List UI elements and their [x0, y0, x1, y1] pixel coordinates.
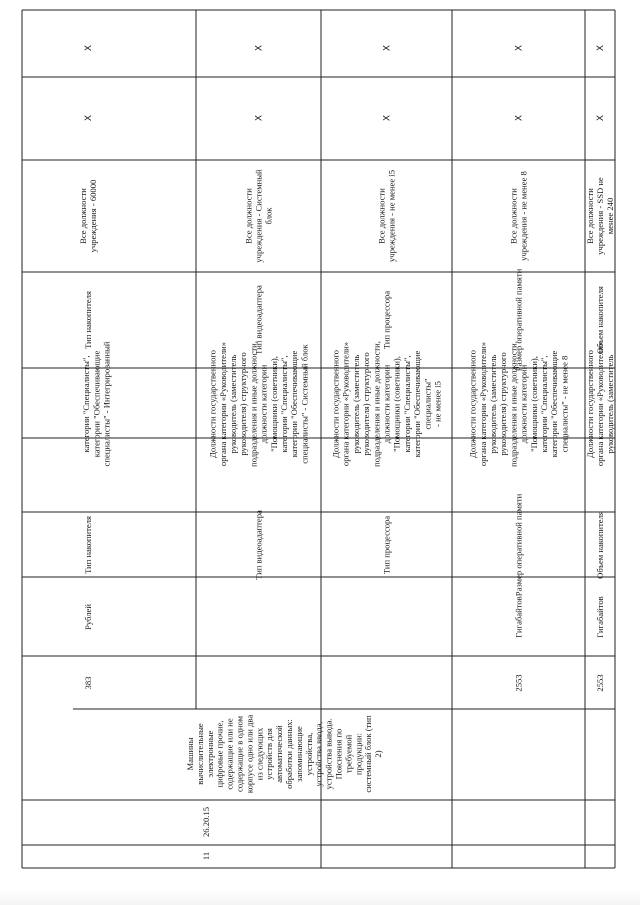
characteristic-cell-line: Тип процессора [381, 515, 392, 575]
characteristic-repeat-cell-line: Тип накопителя [83, 291, 93, 349]
x-mark-cell [596, 115, 606, 121]
characteristic-repeat-cell [83, 291, 93, 349]
product-name-cell-line: системный блок (тип [363, 715, 374, 793]
position-category-cell [331, 341, 443, 467]
position-category-cell-line: органа категории «Руководители» [595, 341, 605, 467]
x-mark-last-cell-line: X [254, 44, 265, 52]
table-cell-texts [78, 45, 615, 860]
position-category-cell-line: категории "Специалисты", [401, 355, 412, 453]
value-cell [376, 170, 396, 262]
value-cell [508, 171, 528, 261]
position-category-cell-line: специалисты" - не менее 8 [559, 355, 570, 453]
okei-code-cell [514, 674, 524, 691]
x-mark-cell-line: X [382, 114, 393, 122]
characteristic-cell [83, 516, 93, 574]
scan-bottom-edge [0, 890, 640, 905]
x-mark-last-cell-line: X [596, 44, 606, 52]
unit-cell [83, 604, 93, 630]
value-cell-line: Все должности [243, 188, 254, 244]
characteristic-cell-line: Размер оперативной памяти [513, 493, 524, 597]
position-category-cell-line: категории "Обеспечивающие [289, 350, 300, 458]
product-name-cell-line: обработки данных: [283, 719, 294, 789]
characteristic-repeat-cell-line: Тип видеоадаптера [253, 285, 264, 355]
position-category-cell-line: Должности государственного [584, 350, 595, 458]
position-category-cell [208, 341, 310, 467]
x-mark-cell-line: X [84, 114, 94, 122]
x-mark-cell-line: X [254, 114, 265, 122]
characteristic-repeat-cell [382, 291, 392, 349]
characteristic-cell [514, 493, 524, 596]
position-category-cell-line: специалисты" - Интегрированный [101, 341, 112, 467]
value-cell [78, 180, 98, 253]
position-category-cell-line: категории "Специалисты", [81, 355, 92, 453]
product-name-cell-line: автоматической [274, 725, 285, 783]
position-category-cell-line: категории "Обеспечивающие [549, 350, 560, 458]
position-category-cell-line: руководителя) структурного [498, 352, 509, 456]
product-name-cell-line: электронные [204, 730, 215, 778]
x-mark-cell [383, 115, 393, 121]
position-category-cell-line: категории "Обеспечивающие [91, 350, 102, 458]
product-name-cell-line: устройств для [264, 728, 275, 780]
position-category-cell-line: руководитель (заместитель [605, 354, 616, 454]
value-cell-line: учреждения - не менее i5 [386, 169, 397, 263]
position-category-cell-line: "Помощники (советники), [391, 356, 402, 452]
okei-code-cell [595, 674, 605, 691]
product-name-cell-line: устройства ввода, [313, 721, 324, 787]
position-category-cell-line: подразделения и иные должности, [508, 341, 519, 467]
value-cell-line: учреждения - Системный [253, 169, 264, 263]
product-name-cell [185, 715, 383, 794]
product-name-cell-line: Пояснения по [333, 728, 344, 780]
position-category-cell-line: должности категории [518, 364, 529, 444]
product-name-cell-line: продукции: [353, 733, 364, 775]
position-category-cell-line: органа категории «Руководители» [477, 341, 488, 467]
product-name-cell-line: содержащие или не [224, 718, 235, 790]
position-category-cell-line: "Помощники (советники), [268, 356, 279, 452]
position-category-cell-line: органа категории «Руководители» [340, 341, 351, 467]
value-cell [585, 177, 615, 255]
x-mark-cell [255, 115, 265, 121]
characteristic-cell-line: Тип видеоадаптера [253, 510, 264, 580]
characteristic-repeat-cell [514, 268, 524, 371]
x-mark-last-cell [515, 45, 525, 51]
x-mark-last-cell-line: X [84, 44, 94, 52]
position-category-cell-line: Должности государственного [207, 350, 218, 458]
x-mark-cell [515, 115, 525, 121]
product-name-cell-line: Машины [184, 737, 195, 771]
value-cell-line: Все должности [508, 188, 519, 244]
product-name-cell-line: 2) [373, 750, 384, 758]
value-cell-line: Все должности [584, 188, 595, 244]
position-category-cell-line: категории "Специалисты", [279, 355, 289, 453]
x-mark-last-cell-line: X [514, 44, 525, 52]
value-cell [243, 169, 273, 263]
okei-code-cell [83, 677, 93, 690]
okei-code-cell-line: 383 [83, 676, 93, 690]
characteristic-repeat-cell [254, 285, 264, 355]
position-category-cell-line: руководителя) структурного [361, 352, 372, 456]
value-cell-line: учреждения - 60000 [88, 179, 99, 253]
x-mark-last-cell [383, 45, 393, 51]
position-category-cell-line: руководитель (заместитель [228, 354, 238, 454]
position-category-cell-line: руководитель (заместитель [488, 354, 498, 454]
position-category-cell-line: подразделения и иные должности, [371, 341, 382, 467]
position-category-cell-line: подразделения и иные должности, [248, 341, 259, 467]
product-name-cell-line: устройства, [303, 732, 314, 776]
characteristic-repeat-cell-line: Тип процессора [381, 290, 392, 350]
position-category-cell-line: специалисты" [422, 378, 433, 430]
position-category-cell-line: специалисты" - Системный блок [299, 344, 310, 464]
value-cell-line: учреждения - SSD не [595, 177, 605, 255]
value-cell-line: Все должности [77, 188, 88, 244]
position-category-cell-line: Должности государственного [467, 350, 478, 458]
unit-cell-line: Гигабайтов [595, 596, 605, 638]
x-mark-cell-line: X [596, 114, 606, 122]
characteristic-repeat-cell [595, 286, 605, 354]
x-mark-last-cell-line: X [382, 44, 393, 52]
value-cell-line: учреждения - не менее 8 [518, 171, 529, 261]
position-category-cell-line: руководитель (заместитель [350, 354, 361, 454]
product-name-cell-line: из следующих [254, 727, 265, 781]
characteristic-cell-line: Тип накопителя [83, 516, 93, 574]
x-mark-last-cell [255, 45, 265, 51]
value-cell-line: блок [263, 207, 274, 225]
characteristic-cell [595, 511, 605, 579]
position-category-cell-line: категории "Обеспечивающие [412, 350, 423, 458]
okpd-code-cell-line: 26.20.15 [201, 806, 211, 838]
unit-cell [595, 596, 605, 637]
value-cell-line: менее 240 [605, 197, 616, 235]
position-category-cell-line: органа категории «Руководители» [217, 341, 228, 467]
product-name-cell-line: запоминающие [293, 726, 304, 782]
position-category-cell-line: должности категории [258, 364, 269, 444]
x-mark-last-cell [84, 45, 94, 51]
value-cell-line: Все должности [376, 188, 387, 244]
product-name-cell-line: требуемой [343, 734, 354, 774]
x-mark-last-cell [596, 45, 606, 51]
position-category-cell-line: - не менее i5 [432, 381, 443, 427]
row-number-cell [201, 852, 211, 860]
position-category-cell-line: "Помощники (советники), [528, 356, 539, 452]
position-category-cell [81, 341, 111, 466]
product-name-cell-line: корпусе одно или два [244, 714, 255, 794]
product-name-cell-line: содержащие в одном [234, 715, 245, 793]
okei-code-cell-line: 2553 [513, 674, 524, 692]
okpd-code-cell [201, 807, 211, 837]
x-mark-cell-line: X [514, 114, 525, 122]
position-category-cell-line: руководителя) структурного [238, 352, 249, 456]
row-number-cell-line: 11 [201, 851, 211, 861]
product-name-cell-line: вычислительные [194, 723, 205, 785]
position-category-cell-line: категории "Специалисты", [539, 355, 549, 453]
position-category-cell-line: должности категории [381, 364, 392, 444]
okei-code-cell-line: 2553 [595, 674, 605, 692]
position-category-cell-line: Должности государственного [330, 350, 341, 458]
characteristic-cell-line: Объем накопителя [595, 511, 605, 579]
unit-cell [514, 596, 524, 637]
unit-cell-line: Рублей [83, 604, 93, 630]
product-name-cell-line: цифровые прочие, [214, 720, 225, 788]
position-category-cell [585, 342, 615, 466]
characteristic-cell [254, 510, 264, 580]
characteristic-repeat-cell-line: Объем накопителя [595, 286, 605, 354]
unit-cell-line: Гигабайтов [513, 596, 524, 638]
characteristic-cell [382, 516, 392, 574]
characteristic-repeat-cell-line: Размер оперативной памяти [513, 268, 524, 372]
x-mark-cell [84, 115, 94, 121]
product-name-cell-line: устройства вывода. [323, 718, 334, 790]
